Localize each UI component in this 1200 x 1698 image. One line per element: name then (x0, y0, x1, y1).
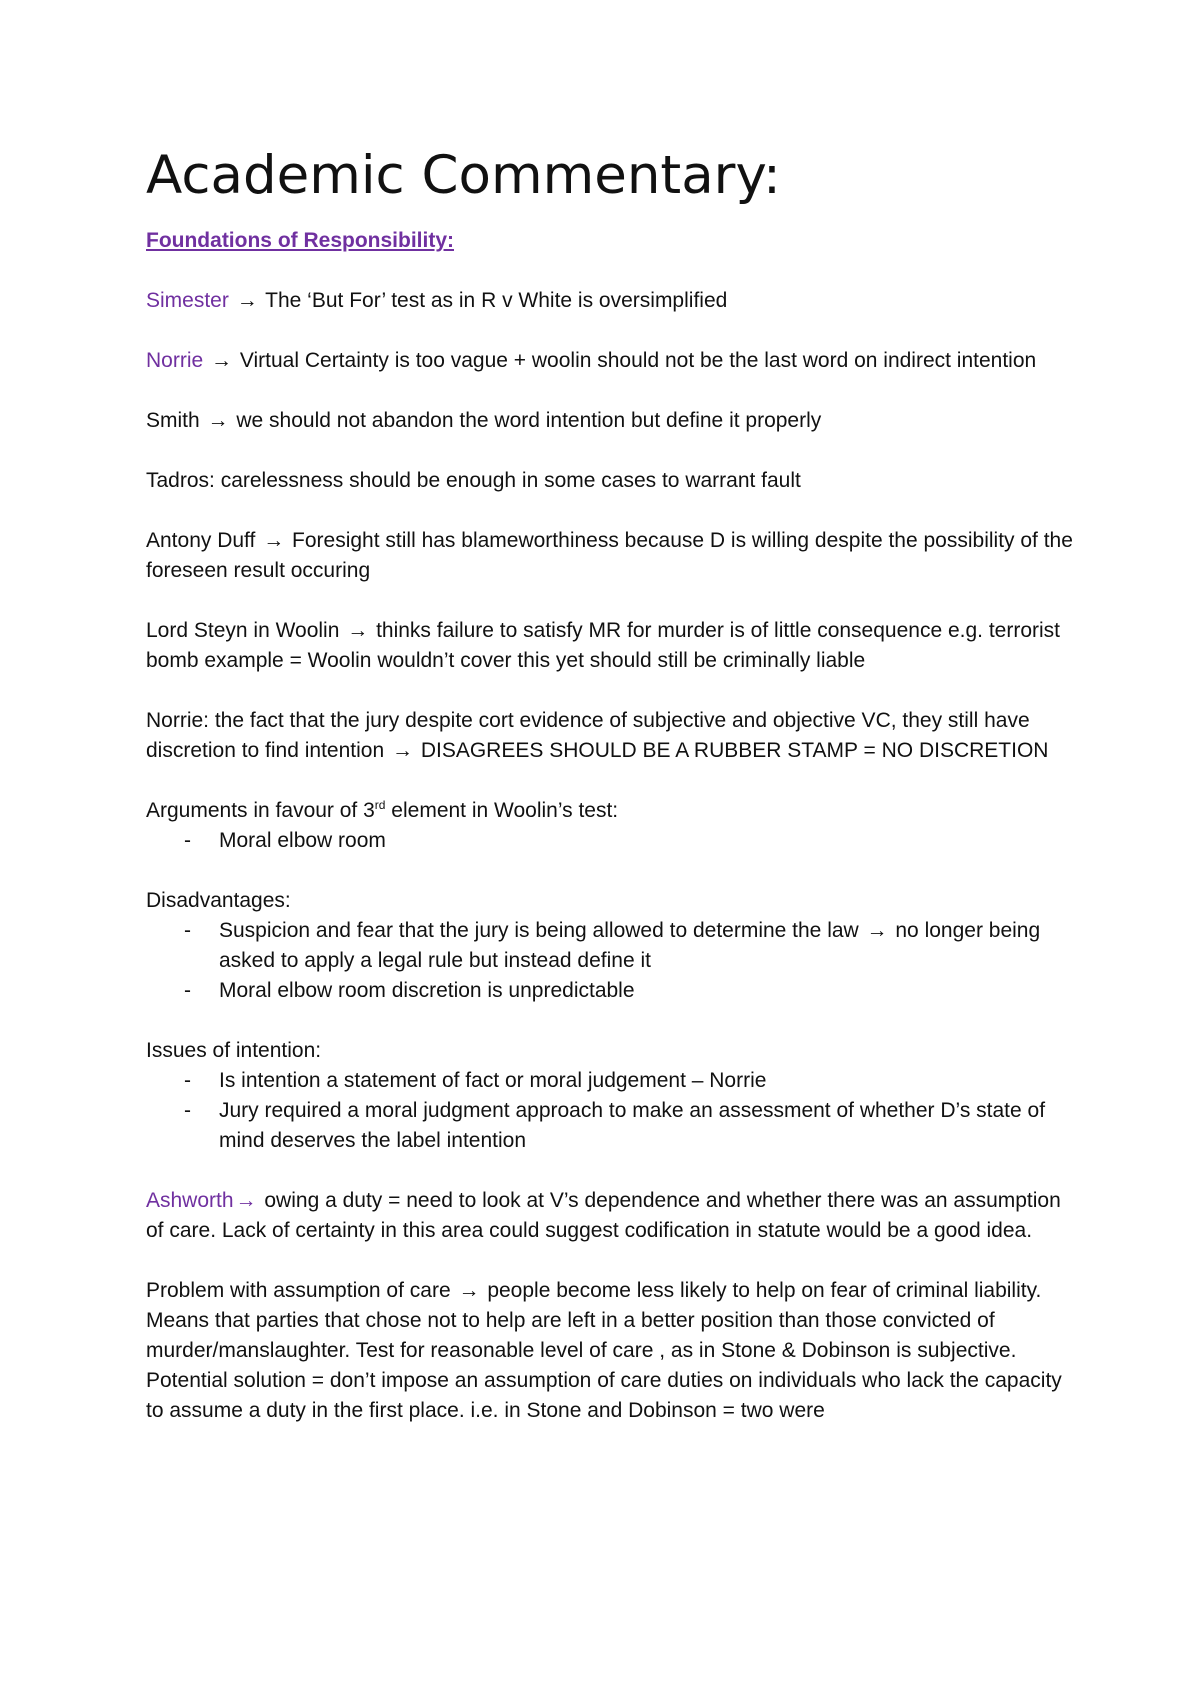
author-name: Antony Duff (146, 529, 256, 552)
entry-smith (146, 406, 1076, 436)
dash-bullet: - (184, 979, 191, 1002)
entry-problem (146, 1276, 1076, 1366)
arrow-right-icon: → (347, 619, 369, 642)
favour-heading-text: element in Woolin’s test: (385, 799, 619, 822)
entry-text: The ‘But For’ test as in R v White is oversimplified (259, 289, 728, 312)
arrow-right-icon: → (392, 739, 413, 762)
document-page (146, 140, 1076, 1426)
arrow-right-icon: → (236, 289, 258, 312)
page-title: Academic Commentary: (146, 145, 781, 206)
list-item-text: Is intention a statement of fact or moral judgement – Norrie (219, 1069, 767, 1092)
favour-heading (146, 796, 1076, 826)
arrow-right-icon: → (263, 529, 285, 552)
entry-text: Problem with assumption of care (146, 1279, 451, 1302)
list-item-text: Jury required a moral judgment approach to make an assessment of whether D’s state of mind deserves the label intention (219, 1099, 1046, 1152)
entry-norrie-2 (146, 706, 1076, 766)
arrow-right-icon: → (235, 1189, 257, 1212)
ordinal-suffix: rd (374, 798, 386, 812)
arrow-right-icon: → (207, 409, 229, 432)
dash-bullet: - (184, 829, 191, 852)
section-heading: Foundations of Responsibility: (146, 229, 454, 252)
entry-text: DISAGREES SHOULD BE A RUBBER STAMP = NO DISCRETION (415, 739, 1049, 762)
entry-text: owing a duty = need to look at V’s dependence and whether there was an assumption of care. Lack of certainty in this area could suggest codification in statute would be a good idea. (146, 1189, 1061, 1242)
favour-list (146, 826, 1076, 856)
list-item-text: Moral elbow room discretion is unpredictable (219, 979, 635, 1002)
entry-norrie-1 (146, 346, 1076, 376)
disadvantages-heading: Disadvantages: (146, 889, 291, 912)
author-name: Simester (146, 289, 229, 312)
entry-ashworth (146, 1186, 1076, 1246)
arrow-right-icon: → (866, 919, 888, 942)
entry-steyn (146, 616, 1076, 676)
list-item (146, 1066, 1076, 1096)
dash-bullet: - (184, 919, 191, 942)
author-name: Lord Steyn in Woolin (146, 619, 340, 642)
author-name: Ashworth (146, 1189, 234, 1212)
arrow-right-icon: → (458, 1279, 480, 1302)
favour-heading-text: Arguments in favour of 3 (146, 799, 375, 822)
entry-text: thinks failure to satisfy MR for murder is of little consequence e.g. terrorist bomb example = Woolin wouldn’t cover this yet should still be criminally liable (146, 619, 1061, 672)
dash-bullet: - (184, 1099, 191, 1122)
entry-simester (146, 286, 1076, 316)
entry-duff (146, 526, 1076, 586)
list-item (146, 916, 1076, 976)
issues-list (146, 1066, 1076, 1156)
issues-heading: Issues of intention: (146, 1039, 322, 1062)
author-name: Norrie (146, 349, 204, 372)
entry-text: Virtual Certainty is too vague + woolin should not be the last word on indirect intention (234, 349, 1037, 372)
entry-solution: Potential solution = don’t impose an assumption of care duties on individuals who lack the capacity to assume a duty in the first place. i.e. in Stone and Dobinson = two were (146, 1369, 1062, 1422)
list-item-text: Suspicion and fear that the jury is being allowed to determine the law (219, 919, 865, 942)
list-item (146, 1096, 1076, 1156)
entry-text: Norrie: the fact that the jury despite cort evidence of subjective and objective VC, they still have discretion to find intention (146, 709, 1030, 762)
list-item-text: no longer being asked to apply a legal rule but instead define it (219, 919, 1041, 972)
author-name: Smith (146, 409, 200, 432)
list-item (146, 976, 1076, 1006)
dash-bullet: - (184, 1069, 191, 1092)
entry-text: people become less likely to help on fear of criminal liability. Means that parties that chose not to help are left in a better position than those convicted of murder/manslaughter. Test for reasonable level of care , as in Stone & Dobinson is subjective. (146, 1279, 1042, 1362)
entry-text: Foresight still has blameworthiness because D is willing despite the possibility of the foreseen result occuring (146, 529, 1073, 582)
list-item-text: Moral elbow room (219, 829, 386, 852)
disadvantages-list (146, 916, 1076, 1006)
entry-text: we should not abandon the word intention but define it properly (230, 409, 822, 432)
arrow-right-icon: → (211, 349, 233, 372)
list-item (146, 826, 1076, 856)
entry-tadros: Tadros: carelessness should be enough in some cases to warrant fault (146, 469, 801, 492)
